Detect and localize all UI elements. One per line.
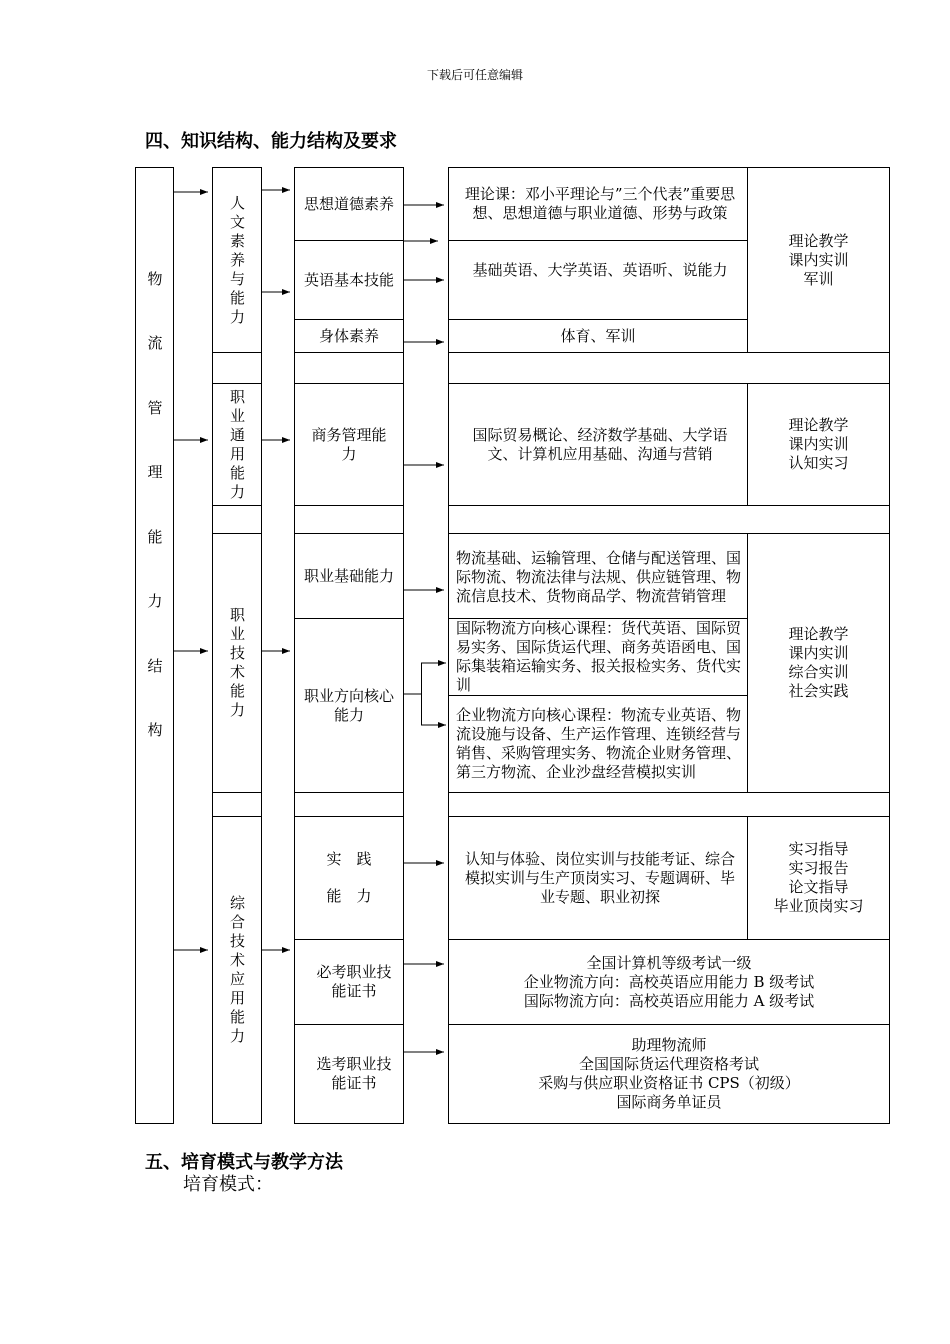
vertical-char: 与 [229,269,245,288]
vertical-char: 人 [229,193,245,212]
course-theory: 理论课：邓小平理论与”三个代表”重要思想、思想道德与职业道德、形势与政策 [464,185,736,222]
vertical-char: 职 [229,387,245,406]
list-line: 理论教学 [788,231,849,250]
course-required-cert [449,940,889,1024]
section-5-subtitle: 培育模式： [183,1174,273,1195]
vertical-char: 力 [229,701,245,719]
vertical-char: 用 [229,989,245,1007]
ability-required-cert: 必考职业技能证书 [316,963,392,1000]
root-char: 结 [147,656,163,675]
list-line: 毕业顶岗实习 [773,897,864,915]
root-char: 构 [147,720,163,739]
course-english: 基础英语、大学英语、英语听、说能力 [472,261,728,279]
course-intl-logistics: 国际物流方向核心课程：货代英语、国际贸易实务、国际货运代理、商务英语函电、国际集装箱运输实务、报关报检实务、货代实训 [456,619,742,694]
list-line: 助理物流师 [631,1036,707,1054]
vertical-char: 综 [229,894,245,912]
ability-english-basic: 英语基本技能 [303,270,394,289]
vertical-char: 力 [229,1027,245,1045]
ability-physical: 身体素养 [318,326,379,345]
ability-practice-line2: 能 力 [326,887,372,905]
vertical-char: 技 [229,932,245,950]
vertical-char: 通 [229,425,245,444]
list-line: 理论教学 [788,625,849,643]
list-line: 认知实习 [788,454,849,472]
section-4-title: 四、知识结构、能力结构及要求 [145,131,397,152]
vertical-char: 能 [229,463,245,482]
method-group-2 [748,384,889,505]
vertical-char: 力 [229,307,245,326]
list-line: 国际商务单证员 [616,1093,722,1111]
category-general-skills [213,384,262,505]
list-line: 全国计算机等级考试一级 [586,953,752,972]
vertical-char: 能 [229,288,245,307]
list-line: 课内实训 [788,435,849,453]
list-line: 论文指导 [788,878,849,896]
list-line: 国际物流方向：高校英语应用能力 A 级考试 [523,991,815,1010]
course-enterprise-logistics: 企业物流方向核心课程：物流专业英语、物流设施与设备、生产运作管理、连锁经营与销售、采购管理实务、物流企业财务管理、第三方物流、企业沙盘经营模拟实训 [456,706,742,781]
method-group-3 [748,534,889,792]
list-line: 理论教学 [788,416,849,434]
category-comprehensive-skills [213,817,262,1123]
root-char: 物 [147,270,163,288]
vertical-char: 素 [229,231,245,250]
vertical-char: 术 [229,951,245,969]
vertical-char: 业 [229,406,245,425]
list-line: 全国国际货运代理资格考试 [578,1055,759,1073]
vertical-char: 文 [229,212,245,231]
course-optional-cert [449,1025,889,1123]
ability-business-mgmt: 商务管理能力 [311,425,387,463]
list-line: 军训 [803,269,834,288]
method-group-4 [748,817,889,939]
method-group-1 [748,168,889,352]
root-char: 理 [147,463,163,482]
section-5-title: 五、培育模式与教学方法 [145,1152,343,1173]
ability-optional-cert: 选考职业技能证书 [316,1055,392,1092]
ability-practice [295,817,403,939]
course-vocational-basic: 物流基础、运输管理、仓储与配送管理、国际物流、物流法律与法规、供应链管理、物流信息技术、货物商品学、物流营销管理 [456,548,742,605]
vertical-char: 能 [229,682,245,700]
ability-core-direction: 职业方向核心能力 [303,686,394,724]
vertical-char: 用 [229,444,245,463]
category-humanities [213,168,262,352]
vertical-char: 力 [229,482,245,501]
list-line: 采购与供应职业资格证书 CPS（初级） [538,1074,800,1092]
vertical-char: 能 [229,1008,245,1026]
list-line: 课内实训 [788,644,849,662]
list-line: 实习报告 [788,859,849,877]
list-line: 实习指导 [788,840,849,858]
list-line: 企业物流方向：高校英语应用能力 B 级考试 [523,972,815,991]
vertical-char: 术 [229,663,245,681]
ability-practice-line1: 实 践 [326,850,372,868]
root-char: 流 [147,334,163,353]
list-line: 课内实训 [788,250,849,269]
ability-vocational-basic: 职业基础能力 [303,566,394,585]
list-line: 综合实训 [788,663,849,681]
root-label [136,270,174,740]
course-pe: 体育、军训 [560,326,636,345]
vertical-char: 养 [229,250,245,269]
vertical-char: 应 [229,970,245,988]
course-practice: 认知与体验、岗位实训与技能考证、综合模拟实训与生产顶岗实习、专题调研、毕业专题、职业初探 [464,849,735,906]
root-char: 能 [147,527,163,546]
ability-moral-literacy: 思想道德素养 [303,194,394,213]
header-note: 下载后可任意编辑 [426,68,523,82]
vertical-char: 合 [229,913,245,931]
vertical-char: 技 [229,644,245,662]
root-char: 力 [147,592,163,611]
category-technical-skills [213,534,262,792]
list-line: 社会实践 [788,682,849,700]
vertical-char: 职 [229,606,245,624]
course-general: 国际贸易概论、经济数学基础、大学语文、计算机应用基础、沟通与营销 [472,425,728,463]
root-char: 管 [147,398,163,417]
vertical-char: 业 [229,625,245,643]
